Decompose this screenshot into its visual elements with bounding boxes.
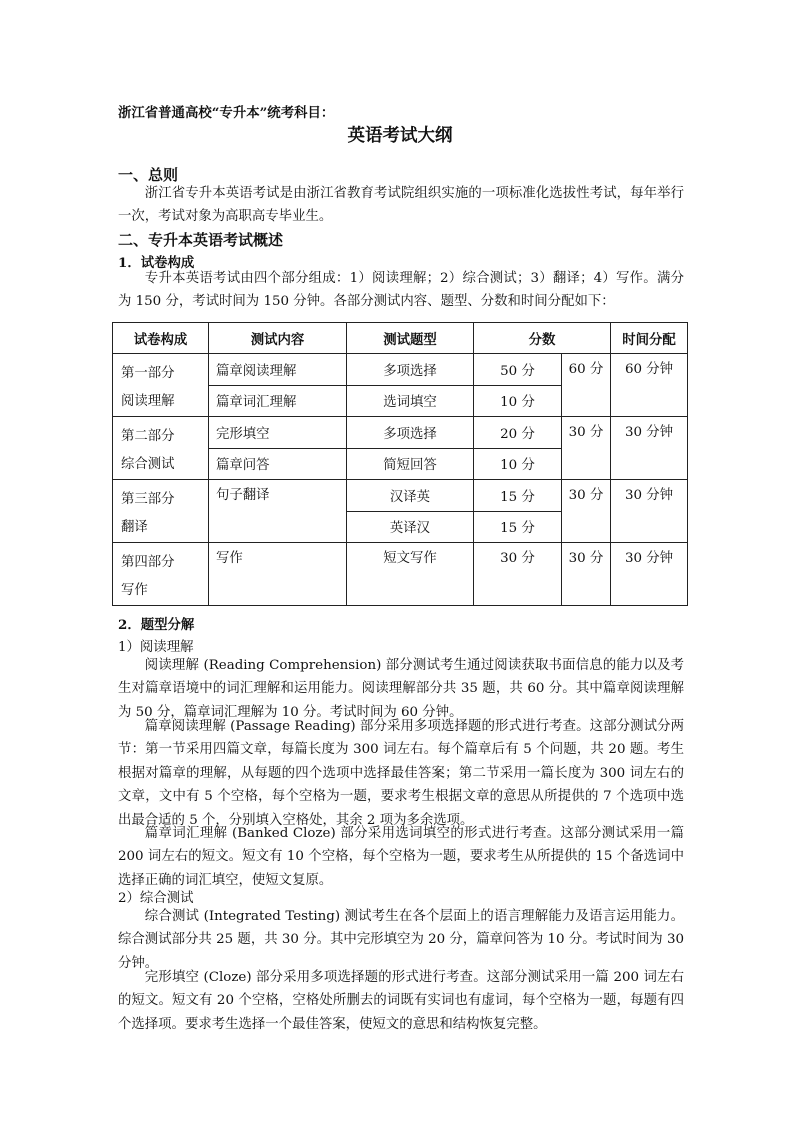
question-types-heading: 2．题型分解: [118, 617, 195, 633]
table-cell-section: [113, 480, 209, 543]
section-name: 翻译: [121, 520, 148, 535]
table-cell-score: 15 分: [474, 480, 562, 512]
table-cell-type: 多项选择: [347, 417, 474, 449]
table-cell-content: 篇章词汇理解: [209, 385, 347, 417]
reading-heading: 1）阅读理解: [118, 640, 194, 655]
table-cell-content: 篇章阅读理解: [209, 354, 347, 386]
table-cell-type: 英译汉: [347, 511, 474, 543]
section-name: 综合测试: [121, 457, 175, 472]
section-name: 阅读理解: [121, 394, 175, 409]
section-overview-heading: 二、专升本英语考试概述: [118, 231, 284, 249]
table-cell-type: 选词填空: [347, 385, 474, 417]
table-cell-total: 30 分: [562, 417, 611, 480]
structure-text: 专升本英语考试由四个部分组成：1）阅读理解；2）综合测试；3）翻译；4）写作。满分为 150 分，考试时间为 150 分钟。各部分测试内容、题型、分数和时间分配如下：: [118, 271, 684, 309]
document-supertitle: 浙江省普通高校“专升本”统考科目：: [118, 105, 335, 121]
table-cell-section: [113, 354, 209, 417]
table-cell-score: 30 分: [474, 543, 562, 606]
exam-structure-table: [112, 322, 688, 606]
table-row: [113, 354, 688, 386]
table-header-row: [113, 323, 688, 354]
table-cell-time: 30 分钟: [611, 417, 688, 480]
table-cell-total: 30 分: [562, 543, 611, 606]
section-general-heading: 一、总则: [118, 166, 179, 184]
table-cell-type: 简短回答: [347, 448, 474, 480]
table-row: [113, 480, 688, 512]
table-row: [113, 543, 688, 606]
table-cell-type: 短文写作: [347, 543, 474, 606]
table-cell-content: 写作: [209, 543, 347, 606]
section-name: 写作: [121, 583, 148, 598]
reading-paragraph-1: 阅读理解 (Reading Comprehension) 部分测试考生通过阅读获取书面信息的能力以及考生对篇章语境中的词汇理解和运用能力。阅读理解部分共 35 题，共 60 分。其中篇章阅读理解为 50 分，篇章词汇理解为 10 分。考试时间为 60 分钟。: [118, 658, 684, 720]
table-cell-time: 30 分钟: [611, 543, 688, 606]
table-header-cell: 试卷构成: [113, 323, 209, 354]
reading-paragraph-2: 篇章阅读理解 (Passage Reading) 部分采用多项选择题的形式进行考查。这部分测试分两节：第一节采用四篇文章，每篇长度为 300 词左右。每个篇章后有 5 个问题，共 20 题。考生根据对篇章的理解，从每题的四个选项中选择最佳答案；第二节采用一篇长度为 300 词左右的文章，文中有 5 个空格，每个空格为一题，要求考生根据文章的意思从所提供的 7 个选项中选出最合适的 5 个，分别填入空格处，其余 2 项为多余选项。: [118, 719, 684, 828]
section-general-text: 浙江省专升本英语考试是由浙江省教育考试院组织实施的一项标准化选拔性考试，每年举行一次，考试对象为高职高专毕业生。: [118, 186, 684, 225]
table-cell-time: 30 分钟: [611, 480, 688, 543]
table-cell-total: 30 分: [562, 480, 611, 543]
integrated-paragraph-2: 完形填空 (Cloze) 部分采用多项选择题的形式进行考查。这部分测试采用一篇 200 词左右的短文。短文有 20 个空格，空格处所删去的词既有实词也有虚词，每个空格为一题，每题有四个选择项。要求考生选择一个最佳答案，使短文的意思和结构恢复完整。: [118, 970, 684, 1032]
table-cell-type: 汉译英: [347, 480, 474, 512]
structure-heading: 1．试卷构成: [118, 255, 195, 271]
section-label: 第一部分: [121, 366, 175, 381]
table-cell-score: 50 分: [474, 354, 562, 386]
section-label: 第四部分: [121, 555, 175, 570]
table-cell-score: 10 分: [474, 385, 562, 417]
table-cell-content: 篇章问答: [209, 448, 347, 480]
table-header-cell: 分数: [474, 323, 611, 354]
table-cell-content: 完形填空: [209, 417, 347, 449]
table-cell-content: 句子翻译: [209, 480, 347, 543]
section-label: 第二部分: [121, 429, 175, 444]
document-title: 英语考试大纲: [347, 126, 453, 146]
table-header-cell: 测试内容: [209, 323, 347, 354]
table-cell-total: 60 分: [562, 354, 611, 417]
table-header-cell: 测试题型: [347, 323, 474, 354]
section-label: 第三部分: [121, 492, 175, 507]
reading-paragraph-3: 篇章词汇理解 (Banked Cloze) 部分采用选词填空的形式进行考查。这部分测试采用一篇 200 词左右的短文。短文有 10 个空格，每个空格为一题，要求考生从所提供的 15 个备选词中选择正确的词汇填空，使短文复原。: [118, 826, 684, 888]
table-cell-time: 60 分钟: [611, 354, 688, 417]
table-cell-score: 20 分: [474, 417, 562, 449]
integrated-heading: 2）综合测试: [118, 891, 194, 906]
table-cell-score: 15 分: [474, 511, 562, 543]
integrated-paragraph-1: 综合测试 (Integrated Testing) 测试考生在各个层面上的语言理解能力及语言运用能力。综合测试部分共 25 题，共 30 分。其中完形填空为 20 分，篇章问答为 10 分。考试时间为 30 分钟。: [118, 909, 684, 971]
table-header-cell: 时间分配: [611, 323, 688, 354]
table-cell-section: [113, 543, 209, 606]
table-row: [113, 417, 688, 449]
table-cell-type: 多项选择: [347, 354, 474, 386]
table-cell-score: 10 分: [474, 448, 562, 480]
table-cell-section: [113, 417, 209, 480]
